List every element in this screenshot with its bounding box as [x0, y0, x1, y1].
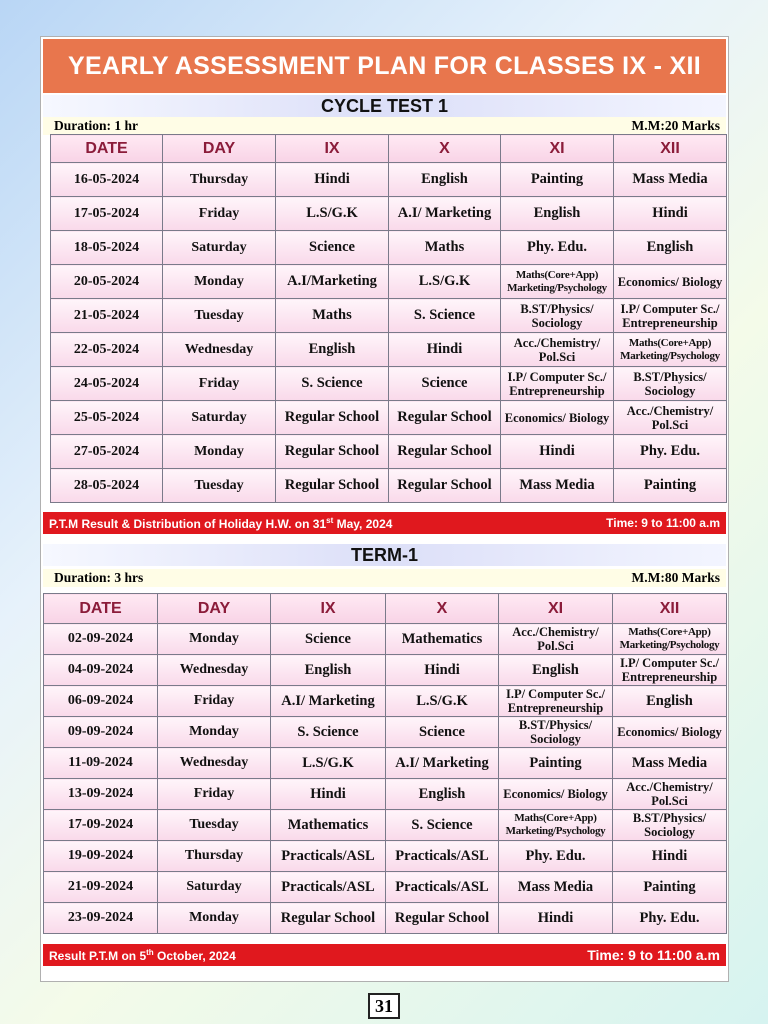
term-col-header: X: [386, 594, 499, 624]
cycle-test-cell: Acc./Chemistry/ Pol.Sci: [614, 401, 727, 435]
term-cell: Wednesday: [158, 748, 271, 779]
term-cell: Regular School: [271, 903, 386, 934]
term-cell: A.I/ Marketing: [271, 686, 386, 717]
cycle-test-table: [50, 134, 727, 503]
term-cell: S. Science: [386, 810, 499, 841]
cycle-test-cell: Hindi: [276, 163, 389, 197]
term-footer: [43, 944, 726, 966]
term-cell: Painting: [499, 748, 613, 779]
term-table-row: [44, 655, 727, 686]
term-cell: I.P/ Computer Sc./ Entrepreneurship: [499, 686, 613, 717]
term-table-row: [44, 872, 727, 903]
cycle-test-cell: Science: [389, 367, 501, 401]
term-table-row: [44, 748, 727, 779]
cycle-test-cell: 20-05-2024: [51, 265, 163, 299]
page-title: YEARLY ASSESSMENT PLAN FOR CLASSES IX - XII: [43, 39, 726, 93]
term-cell: 04-09-2024: [44, 655, 158, 686]
term-cell: Hindi: [386, 655, 499, 686]
term-ptm-note: Result P.T.M on 5th October, 2024: [49, 948, 236, 963]
cycle-test-heading: CYCLE TEST 1: [43, 95, 726, 117]
term-cell: 23-09-2024: [44, 903, 158, 934]
term-table-row: [44, 841, 727, 872]
term-cell: Practicals/ASL: [386, 841, 499, 872]
cycle-test-time: Time: 9 to 11:00 a.m: [606, 516, 720, 530]
cycle-test-table-row: [51, 265, 727, 299]
cycle-test-cell: Friday: [163, 197, 276, 231]
term-cell: Thursday: [158, 841, 271, 872]
term-cell: I.P/ Computer Sc./ Entrepreneurship: [613, 655, 727, 686]
term-table-row: [44, 810, 727, 841]
cycle-test-cell: Regular School: [276, 469, 389, 503]
term-cell: Science: [271, 624, 386, 655]
cycle-test-cell: Economics/ Biology: [501, 401, 614, 435]
term-cell: 06-09-2024: [44, 686, 158, 717]
cycle-test-duration: Duration: 1 hr: [54, 118, 138, 133]
cycle-test-col-header: XI: [501, 135, 614, 163]
cycle-test-table-wrap: [50, 134, 726, 503]
cycle-test-table-row: [51, 299, 727, 333]
term-cell: Tuesday: [158, 810, 271, 841]
term-cell: S. Science: [271, 717, 386, 748]
term-heading: TERM-1: [43, 544, 726, 566]
term-cell: English: [271, 655, 386, 686]
term-meta: [43, 569, 726, 587]
cycle-test-table-row: [51, 333, 727, 367]
cycle-test-table-row: [51, 197, 727, 231]
term-cell: Painting: [613, 872, 727, 903]
term-col-header: XI: [499, 594, 613, 624]
cycle-test-cell: Maths(Core+App) Marketing/Psychology: [614, 333, 727, 367]
term-cell: Hindi: [499, 903, 613, 934]
cycle-test-col-header: IX: [276, 135, 389, 163]
cycle-test-cell: English: [389, 163, 501, 197]
cycle-test-cell: 28-05-2024: [51, 469, 163, 503]
cycle-test-col-header: XII: [614, 135, 727, 163]
cycle-test-cell: 24-05-2024: [51, 367, 163, 401]
cycle-test-cell: 16-05-2024: [51, 163, 163, 197]
cycle-test-cell: A.I/ Marketing: [389, 197, 501, 231]
cycle-test-cell: 17-05-2024: [51, 197, 163, 231]
term-cell: 09-09-2024: [44, 717, 158, 748]
term-cell: Mass Media: [613, 748, 727, 779]
cycle-test-cell: Painting: [501, 163, 614, 197]
cycle-test-cell: L.S/G.K: [276, 197, 389, 231]
term-cell: English: [499, 655, 613, 686]
term-cell: Hindi: [271, 779, 386, 810]
term-cell: English: [613, 686, 727, 717]
cycle-test-cell: Regular School: [276, 435, 389, 469]
cycle-test-cell: Monday: [163, 435, 276, 469]
term-cell: Phy. Edu.: [613, 903, 727, 934]
cycle-test-cell: 22-05-2024: [51, 333, 163, 367]
cycle-test-cell: Phy. Edu.: [501, 231, 614, 265]
cycle-test-footer: [43, 512, 726, 534]
cycle-test-cell: I.P/ Computer Sc./ Entrepreneurship: [614, 299, 727, 333]
term-cell: Practicals/ASL: [271, 872, 386, 903]
cycle-test-cell: Monday: [163, 265, 276, 299]
cycle-test-cell: Painting: [614, 469, 727, 503]
term-cell: English: [386, 779, 499, 810]
cycle-test-cell: S. Science: [276, 367, 389, 401]
term-cell: Practicals/ASL: [386, 872, 499, 903]
term-cell: Practicals/ASL: [271, 841, 386, 872]
cycle-test-cell: Maths: [389, 231, 501, 265]
term-cell: Mathematics: [271, 810, 386, 841]
cycle-test-table-row: [51, 163, 727, 197]
term-time: Time: 9 to 11:00 a.m: [587, 947, 720, 963]
cycle-test-cell: Tuesday: [163, 469, 276, 503]
term-table-row: [44, 779, 727, 810]
cycle-test-cell: Mass Media: [614, 163, 727, 197]
term-cell: Maths(Core+App) Marketing/Psychology: [499, 810, 613, 841]
cycle-test-cell: 25-05-2024: [51, 401, 163, 435]
term-cell: 19-09-2024: [44, 841, 158, 872]
cycle-test-cell: English: [501, 197, 614, 231]
term-cell: B.ST/Physics/ Sociology: [613, 810, 727, 841]
term-cell: Phy. Edu.: [499, 841, 613, 872]
cycle-test-cell: 18-05-2024: [51, 231, 163, 265]
cycle-test-cell: S. Science: [389, 299, 501, 333]
cycle-test-cell: 21-05-2024: [51, 299, 163, 333]
term-cell: L.S/G.K: [271, 748, 386, 779]
term-cell: A.I/ Marketing: [386, 748, 499, 779]
assessment-plan-page: [40, 36, 729, 982]
term-cell: B.ST/Physics/ Sociology: [499, 717, 613, 748]
cycle-test-col-header: X: [389, 135, 501, 163]
cycle-test-cell: Saturday: [163, 231, 276, 265]
term-cell: 17-09-2024: [44, 810, 158, 841]
cycle-test-cell: Hindi: [389, 333, 501, 367]
term-cell: Mathematics: [386, 624, 499, 655]
term-cell: Monday: [158, 717, 271, 748]
cycle-test-cell: Regular School: [389, 435, 501, 469]
term-marks: M.M:80 Marks: [631, 570, 720, 585]
cycle-test-table-row: [51, 435, 727, 469]
cycle-test-cell: L.S/G.K: [389, 265, 501, 299]
cycle-test-cell: English: [276, 333, 389, 367]
term-cell: 11-09-2024: [44, 748, 158, 779]
term-cell: Monday: [158, 903, 271, 934]
term-table-row: [44, 686, 727, 717]
cycle-test-meta: [43, 117, 726, 135]
term-cell: Regular School: [386, 903, 499, 934]
term-col-header: DATE: [44, 594, 158, 624]
term-table-row: [44, 624, 727, 655]
cycle-test-cell: A.I/Marketing: [276, 265, 389, 299]
cycle-test-table-row: [51, 401, 727, 435]
cycle-test-col-header: DAY: [163, 135, 276, 163]
term-col-header: XII: [613, 594, 727, 624]
term-table-row: [44, 903, 727, 934]
cycle-test-col-header: DATE: [51, 135, 163, 163]
cycle-test-ptm-note: P.T.M Result & Distribution of Holiday H.W. on 31st May, 2024: [49, 516, 393, 531]
term-cell: Science: [386, 717, 499, 748]
term-cell: Mass Media: [499, 872, 613, 903]
cycle-test-cell: Regular School: [389, 401, 501, 435]
term-cell: Friday: [158, 686, 271, 717]
cycle-test-cell: Saturday: [163, 401, 276, 435]
term-table: [43, 593, 727, 934]
cycle-test-table-row: [51, 367, 727, 401]
term-cell: Monday: [158, 624, 271, 655]
cycle-test-cell: Thursday: [163, 163, 276, 197]
cycle-test-cell: Phy. Edu.: [614, 435, 727, 469]
cycle-test-cell: English: [614, 231, 727, 265]
cycle-test-table-row: [51, 231, 727, 265]
term-cell: L.S/G.K: [386, 686, 499, 717]
term-table-row: [44, 717, 727, 748]
page-number: 31: [368, 993, 400, 1019]
term-col-header: IX: [271, 594, 386, 624]
cycle-test-cell: B.ST/Physics/ Sociology: [614, 367, 727, 401]
term-cell: Hindi: [613, 841, 727, 872]
cycle-test-cell: I.P/ Computer Sc./ Entrepreneurship: [501, 367, 614, 401]
cycle-test-cell: Regular School: [389, 469, 501, 503]
cycle-test-cell: Maths: [276, 299, 389, 333]
term-cell: Saturday: [158, 872, 271, 903]
cycle-test-cell: Economics/ Biology: [614, 265, 727, 299]
cycle-test-cell: Tuesday: [163, 299, 276, 333]
cycle-test-cell: 27-05-2024: [51, 435, 163, 469]
cycle-test-cell: Wednesday: [163, 333, 276, 367]
term-cell: Friday: [158, 779, 271, 810]
cycle-test-cell: Hindi: [501, 435, 614, 469]
term-cell: 21-09-2024: [44, 872, 158, 903]
term-cell: Economics/ Biology: [499, 779, 613, 810]
cycle-test-cell: Hindi: [614, 197, 727, 231]
cycle-test-cell: Regular School: [276, 401, 389, 435]
cycle-test-cell: Friday: [163, 367, 276, 401]
term-cell: Acc./Chemistry/ Pol.Sci: [499, 624, 613, 655]
cycle-test-marks: M.M:20 Marks: [631, 118, 720, 133]
term-table-wrap: [43, 593, 726, 934]
cycle-test-cell: Maths(Core+App) Marketing/Psychology: [501, 265, 614, 299]
term-cell: Maths(Core+App) Marketing/Psychology: [613, 624, 727, 655]
cycle-test-cell: B.ST/Physics/ Sociology: [501, 299, 614, 333]
term-cell: Acc./Chemistry/ Pol.Sci: [613, 779, 727, 810]
term-cell: 13-09-2024: [44, 779, 158, 810]
term-cell: 02-09-2024: [44, 624, 158, 655]
cycle-test-cell: Acc./Chemistry/ Pol.Sci: [501, 333, 614, 367]
term-col-header: DAY: [158, 594, 271, 624]
cycle-test-table-row: [51, 469, 727, 503]
cycle-test-cell: Mass Media: [501, 469, 614, 503]
term-cell: Economics/ Biology: [613, 717, 727, 748]
term-cell: Wednesday: [158, 655, 271, 686]
cycle-test-cell: Science: [276, 231, 389, 265]
term-duration: Duration: 3 hrs: [54, 570, 144, 585]
